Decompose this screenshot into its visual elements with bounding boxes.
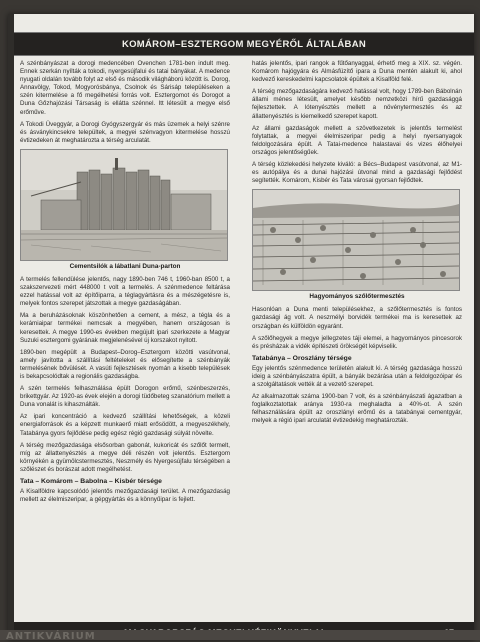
photo-cement-silos — [20, 149, 228, 261]
photo-caption-cement: Cementsilók a lábatlani Duna-parton — [69, 262, 181, 270]
chapter-title: KOMÁROM–ESZTERGOM MEGYÉRŐL ÁLTALÁBAN — [121, 38, 367, 50]
section-heading-tatabanya: Tatabánya – Oroszlány térsége — [252, 354, 352, 362]
page-edge — [8, 14, 14, 640]
left-paragraph-6: A szén termelés felhasználása épült Dorogon erőmű, szénbeszerzés, brikettgyár. Az 1920-as évek elején a dorogi tüdőbeteg szanatórium mellett a Duna vonalát is kihasználták. — [20, 385, 230, 409]
right-paragraph-5: Hasonlóan a Duna menti településekhez, a szőlőtermesztés is fontos gazdasági ág volt. A neszmélyi borvidék termékei ma is keresettek az országban és külföldön egyaránt. — [252, 306, 462, 330]
vineyard-image — [253, 190, 459, 290]
left-paragraph-3: A termelés fellendülése jelentős, nagy 1890-ben 746 t, 1960-ban 8500 t, a szakszervezeti mért 448000 t volt a termelés. A szénmedence feltárása ezzel hatással volt az építőiparra, a téglagyártásra és a mészégetésre is, melyek fontos szerepet játszottak a megye gazdaságában. — [20, 275, 230, 308]
right-paragraph-4: A térség közlekedési helyzete kiváló: a Bécs–Budapest vasútvonal, az M1-es autópálya és a dunai hajózási útvonal mind a gazdasági fejlődést segítették. Komárom, Kisbér és Tata városai gyorsan fejlődtek. — [252, 161, 462, 185]
right-paragraph-1: hatás jelentős, ipari rangok a fűtőanyaggal, érhető meg a XIX. sz. végén. Komárom hajógyára és Almásfüzítő ipara a Duna mentén alakult ki, ahol kedvező kereskedelmi kapcsolatok épültek a Kisalföld felé. — [252, 60, 462, 84]
left-paragraph-1: A szénbányászat a dorogi medencében Ovenchen 1781-ben indult meg. Ennek szerkán nyílták a tokodi, nyergesújfalui és tatai bányákat. A medence nyugati oldalán tovább folyt az első és második világháború között is. Dorog, Annavölgy, Tokod, Mogyorósbánya, Csolnok és Sárisáp településeken a szén kitermelése a fő megélhetési forrás volt. Esztergomot és Dorogot a Duna Gőzhajózási Társaság is ellátta szénnel. Itt létesült a megye első erőműve. — [20, 60, 230, 116]
left-paragraph-5: 1890-ben megépült a Budapest–Dorog–Esztergom közötti vasútvonal, amely javította a szállítási feltételeket és elősegítette a szénbányák termelésének bővülését. A vasúti fejlesztések nyomán a kisebb települések is bekapcsolódtak a regionális gazdaságba. — [20, 348, 230, 380]
left-paragraph-4: Ma a beruházásoknak köszönhetően a cement, a mész, a tégla és a kerámiaipar termékei nemcsak a megyében, hanem országosan is keresettek. A megye 1990-es években megújult ipari szerkezete a Magyar Suzuki esztergomi gyárának megjelenésével új korszakot nyitott. — [20, 312, 230, 344]
photo-caption-vineyard: Hagyományos szőlőtermesztés — [309, 293, 405, 301]
right-column — [252, 60, 462, 616]
right-paragraph-7: Egy jelentős szénmedence területén alakult ki. A térség gazdasága hosszú ideig a szénbányászatra épült, a bányák bezárása után a feldolgozóipar és a szolgáltatások vették át a vezető szerepet. — [252, 364, 462, 388]
book-page — [8, 14, 474, 640]
chapter-header-bar — [14, 32, 474, 56]
cement-silos-image — [21, 150, 227, 260]
left-paragraph-9: A Kisalföldre kapcsolódó jelentős mezőgazdasági terület. A mezőgazdaság mellett az élelmiszeripar, a gépgyártás és a könnyűipar is fejlett. — [20, 488, 230, 504]
right-paragraph-3: Az állami gazdaságok mellett a szövetkezetek is jelentős termelést folytattak, a megyei élelmiszeripar pedig a helyi nyersanyagok feldolgozására épült. A Tatai-medence halastavai és vizes élőhelyei országos jelentőségűek. — [252, 124, 462, 156]
right-paragraph-8: Az alkalmazottak száma 1900-ban 7 volt, és a szénbányászati ágazatban a foglalkoztatottak aránya 1930-ra meghaladta a 40%-ot. A szén felhasználására épült az oroszlányi erőmű és a tatabányai cementgyár, melyek a régió ipari arculatát évtizedekig meghatározták. — [252, 393, 462, 425]
left-paragraph-7: Az ipari koncentráció a kedvező szállítási lehetőségek, a közeli energiaforrások és a képzett munkaerő miatt erősödött, a megyeszékhely, Tatabánya gyors fejlődése pedig egész régió gazdasági súlyát növelte. — [20, 413, 230, 437]
left-paragraph-2: A Tokodi Üveggyár, a Dorogi Gyógyszergyár és más üzemek a helyi szénre és ásványkincsekre települtek, a megyei szénvagyon kitermelése hosszú évtizedeken át meghatározta a térség arculatát. — [20, 120, 230, 144]
right-paragraph-6: A szőlőhegyek a megye jellegzetes táji elemei, a hagyományos pincesorok és présházak a vidék építészeti örökségét képviselik. — [252, 334, 462, 350]
photo-vineyard — [252, 189, 460, 291]
left-column — [20, 60, 230, 616]
right-paragraph-2: A térség mezőgazdaságára kedvező hatással volt, hogy 1789-ben Bábolnán állami ménes létesült, amelyet később nemzetközi hírű gazdasággá fejlesztettek. A lótenyésztés mellett a növénytermesztés és az állattenyésztés is kiemelkedő szerepet kapott. — [252, 88, 462, 120]
watermark-stamp: ANTIKVÁRIUM — [6, 631, 96, 642]
section-heading-tata: Tata – Komárom – Babolna – Kisbér térsége — [20, 478, 162, 485]
left-paragraph-8: A térség mezőgazdasága elsősorban gabonát, kukoricát és szőlőt termelt, míg az állattenyésztés a megye déli részén volt jelentős. Esztergom környékén a gyümölcstermesztés, Neszmély és Nyergesújfalu térségében a szőlészet és borászat adott megélhetést. — [20, 441, 230, 473]
